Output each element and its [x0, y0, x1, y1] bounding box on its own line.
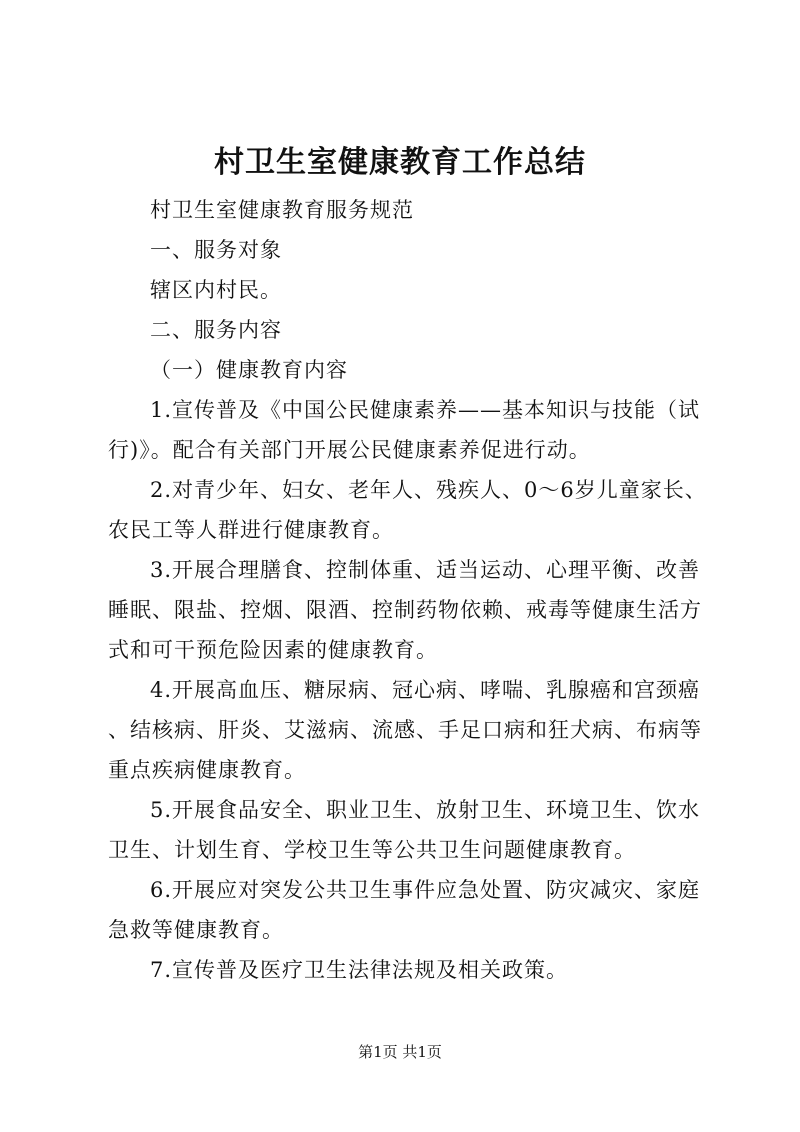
paragraph-item-7: 7.宣传普及医疗卫生法律法规及相关政策。: [150, 958, 569, 982]
paragraph-item-5: 5.开展食品安全、职业卫生、放射卫生、环境卫生、饮水卫生、计划生育、学校卫生等公共卫生问题健康教育。: [108, 798, 701, 862]
document-body: [108, 190, 708, 990]
paragraph-section-1-heading: 一、服务对象: [150, 238, 282, 262]
paragraph-subsection-heading: （一）健康教育内容: [150, 358, 348, 382]
paragraph-section-2-heading: 二、服务内容: [150, 318, 282, 342]
paragraph-item-2: 2.对青少年、妇女、老年人、残疾人、0～6岁儿童家长、农民工等人群进行健康教育。: [108, 478, 707, 542]
paragraph-item-3: 3.开展合理膳食、控制体重、适当运动、心理平衡、改善睡眠、限盐、控烟、限酒、控制药物依赖、戒毒等健康生活方式和可干预危险因素的健康教育。: [108, 558, 702, 662]
paragraph-item-1: 1.宣传普及《中国公民健康素养——基本知识与技能（试行)》。配合有关部门开展公民健康素养促进行动。: [108, 398, 701, 462]
paragraph-subtitle: 村卫生室健康教育服务规范: [150, 198, 414, 222]
paragraph-item-6: 6.开展应对突发公共卫生事件应急处置、防灾减灾、家庭急救等健康教育。: [108, 878, 701, 942]
document-title: 村卫生室健康教育工作总结: [214, 145, 586, 180]
paragraph-item-4: 4.开展高血压、糖尿病、冠心病、哮喘、乳腺癌和宫颈癌、结核病、肝炎、艾滋病、流感、手足口病和狂犬病、布病等重点疾病健康教育。: [108, 678, 702, 782]
page-footer: 第1页 共1页: [358, 1043, 442, 1061]
paragraph-service-target: 辖区内村民。: [150, 278, 282, 302]
